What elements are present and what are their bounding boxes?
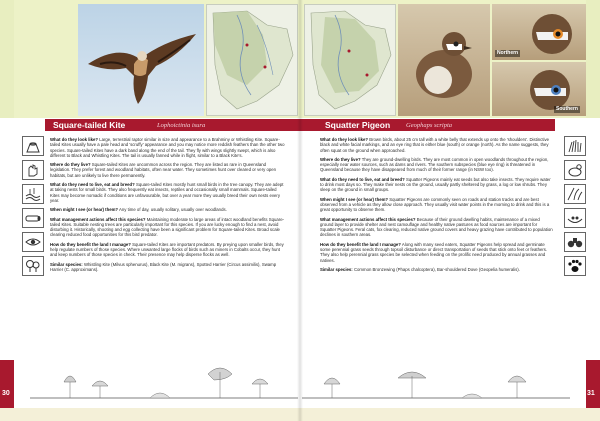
tree-stump-icon [22, 136, 44, 156]
left-edge-band [0, 0, 14, 118]
left-page-number: 30 [2, 390, 10, 397]
right-page-tab [586, 360, 600, 408]
nest-icon [564, 208, 586, 228]
right-page [300, 0, 600, 421]
page-gutter [297, 0, 303, 421]
hollow-log-icon [22, 208, 44, 228]
left-paragraph: When might I see (or hear) them? Any time of day, usually solitary, usually over woodlands. [50, 207, 227, 213]
pigeon-distribution-map [304, 4, 396, 116]
right-paragraph: Similar species: Common Bronzewing (Phaps chalcoptera), Bar-shouldered Dove (Geopelia humeralis). [320, 266, 520, 272]
landscape-silhouette [302, 364, 570, 402]
right-species-title: Squatter Pigeon [325, 120, 391, 130]
right-paragraph: What do they need to live, eat and breed? Squatter Pigeons mainly eat seeds but also take insects. They require water to drink most days so. They make their nests on the ground, usually partly sheltered by grass, a log or low shrubs. They sleep on the ground in small groups. [320, 176, 551, 193]
right-paragraph: What do they look like? Brown birds, about 25 cm tall with a white belly that extends up onto the 'shoulders'. Distinctive black and white facial markings, and an eye ring that is either blue (south) or orange (north). As the name suggests, they often squat on the ground when approached. [320, 137, 550, 153]
right-bottom-band [300, 408, 600, 421]
left-scientific-name: Lophoictinia isura [157, 122, 206, 129]
map-illustration [207, 5, 298, 116]
grass-tussock-icon [564, 136, 586, 156]
grass-icon [564, 184, 586, 204]
left-paragraph: What management actions affect this species? Maintaining moderate to large areas of intact woodland benefits Square-tailed Kites. Suitable nesting trees are particularly important for this species. If you are lucky enough to find a nest, avoid disturbing it. Historically, shooting and egg collecting have been a significant problem for Square-tailed Kites. Broad scale clearing reduced food opportunities for this bird predator. [50, 216, 285, 238]
hand-icon [22, 160, 44, 180]
pigeon-icon [564, 160, 586, 180]
wet-area-icon [22, 184, 44, 204]
right-page-number: 31 [587, 390, 595, 397]
landscape-silhouette [30, 364, 298, 402]
mixed-woodland-icon [22, 256, 44, 276]
kite-distribution-map [206, 4, 298, 116]
left-species-title: Square-tailed Kite [53, 120, 126, 130]
right-edge-band [586, 0, 600, 118]
southern-head-illustration [492, 62, 596, 116]
northern-label: Northern [497, 50, 519, 56]
paw-print-icon [564, 256, 586, 276]
right-paragraph: How do they benefit the land I manage? Along with many seed eaters, Squatter Pigeons help spread and germinate some perennial grass seeds through topsoil disturbance or direct transportation of seeds that stick onto feet or feathers. They also help perennial grass species be selected when feeding on the prolific need produced by annual grasses and natives. [320, 241, 548, 263]
eye-icon [22, 232, 44, 252]
right-paragraph: What management actions affect this species? Because of their ground dwelling habits, maintenance of a mixed ground layer to provide shelter and nest camouflage and healthy native pastures as food sources are important for Squatter Pigeons. Feral cats, fox clearing, reduced native ground covers and heavy grazing have contributed to population declines in southern areas. [320, 216, 553, 238]
right-paragraph: Where do they live? They are ground-dwelling birds. They are most common in open woodlands throughout the region, especially near water sources, such as dams and rivers. The southern subspecies (blue eye ring) is threatened in Queensland because they have disappeared from much of their former range (in NSW too). [320, 156, 549, 173]
northern-subspecies-photo [492, 4, 596, 60]
left-paragraph: Where do they live? Square-tailed Kites are uncommon across the region. They are listed as rare in Queensland legislation. They prefer forest and woodland habitats, often near water. They sometimes hunt over cleared or very open habitats, but are unlikely to live there permanently. [50, 162, 277, 178]
pigeon-illustration [398, 4, 490, 116]
left-body-text [50, 137, 286, 276]
left-page-tab [0, 360, 14, 408]
right-body-text [320, 137, 554, 276]
right-scientific-name: Geophaps scripta [406, 122, 453, 129]
southern-label: Southern [556, 106, 578, 112]
binoculars-icon [564, 232, 586, 252]
map-illustration [305, 5, 396, 116]
left-paragraph: How do they benefit the land I manage? Square-tailed Kites are important predators. By preying upon smaller birds, they help regulate numbers of those species. Where unwanted large flocks of birds such as miners in Cobalts occur, they hunt and keep numbers of those species in check. Their presence may help disperse flocks as well. [50, 241, 284, 258]
left-title-bar [45, 119, 300, 131]
left-paragraph: What do they need to live, eat and breed? Square-tailed Kites mostly hunt small birds in the tree canopy. They are adept at taking nests for small birds. They also frequently eat insects, reptiles and occasionally small mammals. Square-tailed Kites may become nomadic if conditions are unfavourable, but over a year more they usually breed their own nests every year. [50, 182, 284, 203]
left-bottom-band [0, 408, 300, 421]
right-paragraph: When might I see (or hear) them? Squatter Pigeons are commonly seen on roads and station tracks and are best observed from a vehicle as they allow close approach. They usually visit water points in the morning to drink and this is a great opportunity to observe them. [320, 196, 550, 213]
kite-photo [78, 4, 204, 116]
left-paragraph: What do they look like? Large, terrestrial raptor similar in size and appearance to a Brahminy or Whistling Kite. Square-tailed Kites usually have a pale head and 'scruffy' appearance and you may notice more reddish feathers than the other two species. Square-tailed Kites have a dark band along the end of the tail. They fly with wings slightly swept, which is also different to Black and Whistling Kites. The tail is usually fanned while in flight, similar to a Black Kite's. [50, 137, 285, 158]
right-title-bar [300, 119, 555, 131]
left-paragraph: Similar species: Whistling Kite (Milvus sphenurus), Black Kite (M. migrans), Spotted Harrier (Circus assimilis), Swamp Harrier (C. approximans). [50, 261, 277, 272]
kite-illustration [78, 4, 204, 116]
southern-subspecies-photo [492, 62, 596, 116]
pigeon-photo [398, 4, 490, 116]
